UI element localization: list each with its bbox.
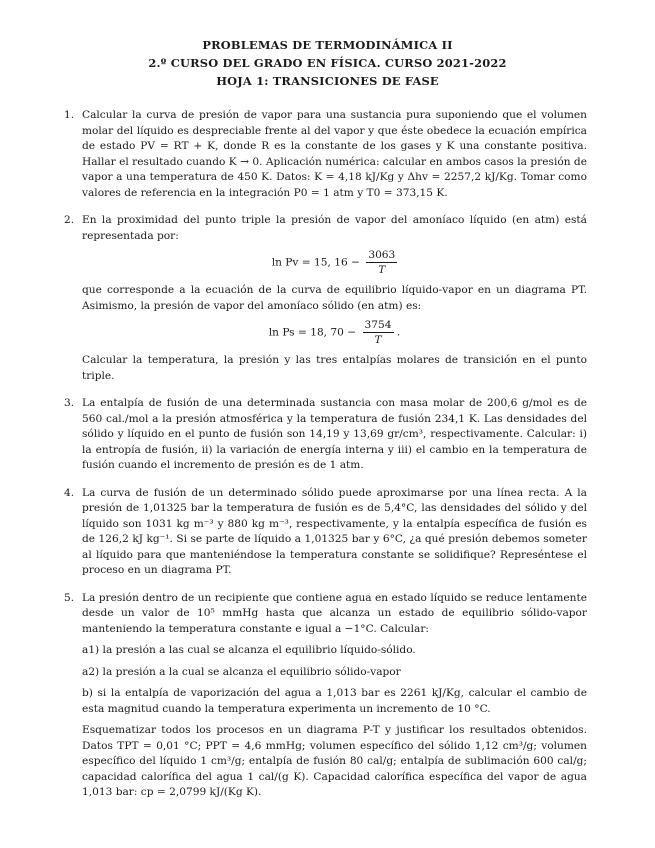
problem-4 bbox=[64, 486, 587, 579]
equation-liquid-vapor bbox=[82, 248, 587, 277]
problem-intro: La presión dentro de un recipiente que contiene agua en estado líquido se reduce lentamente desde un valor de 10⁵ mmHg hasta que alcanza un estado de equilibrio sólido-vapor manteniendo la temperatura constante e igual a −1°C. Calcular: bbox=[82, 591, 587, 635]
header-title: PROBLEMAS DE TERMODINÁMICA II bbox=[202, 38, 453, 52]
problem-part-a1: a1) la presión a las cual se alcanza el equilibrio líquido-sólido. bbox=[82, 644, 416, 656]
header-sheet: HOJA 1: TRANSICIONES DE FASE bbox=[216, 74, 439, 88]
problem-part-a2: a2) la presión a la cual se alcanza el equilibrio sólido-vapor bbox=[82, 665, 401, 678]
problem-intro: En la proximidad del punto triple la presión de vapor del amoníaco líquido (en atm) está representada por: bbox=[82, 214, 587, 242]
problem-middle: que corresponde a la ecuación de la curva de equilibrio líquido-vapor en un diagrama PT. Asimismo, la presión de vapor del amoníaco sólido (en atm) es: bbox=[82, 284, 587, 312]
equation-lhs: ln Ps = 18, 70 − bbox=[268, 326, 357, 339]
problem-3 bbox=[64, 396, 587, 474]
problem-5 bbox=[64, 591, 587, 801]
problem-outro: Calcular la temperatura, la presión y las tres entalpías molares de transición en el punto triple. bbox=[82, 354, 587, 382]
fraction-denominator: T bbox=[378, 264, 386, 276]
problem-text: Calcular la curva de presión de vapor para una sustancia pura suponiendo que el volumen molar del líquido es despreciable frente al del vapor y que éste obedece la ecuación empírica de estado PV = RT + K, donde R es la constante de los gases y K una constante positiva. Hallar el resultado cuando K → 0. Aplicación numérica: calcular en ambos casos la presión de vapor a una temperatura de 450 K. Datos: K = 4,18 kJ/Kg y Δhv = 2257,2 kJ/Kg. Tomar como valores de referencia en la integración P0 = 1 atm y T0 = 373,15 K. bbox=[82, 109, 587, 199]
problem-text: La entalpía de fusión de una determinada sustancia con masa molar de 200,6 g/mol es de 560 cal./mol a la presión atmosférica y la temperatura de fusión 234,1 K. Las densidades del sólido y líquido en el punto de fusión son 14,19 y 13,69 gr/cm³, respectivamente. Calcular: i) la entropía de fusión, ii) la variación de energía interna y iii) el cambio en la temperatura de fusión cuando el incremento de presión es de 1 atm. bbox=[82, 397, 587, 471]
problem-list bbox=[64, 108, 587, 801]
fraction-denominator: T bbox=[374, 334, 382, 346]
equation-lhs: ln Pv = 15, 16 − bbox=[271, 256, 360, 269]
equation-fraction bbox=[363, 318, 394, 347]
fraction-numerator: 3063 bbox=[368, 249, 396, 261]
equation-solid-vapor bbox=[82, 318, 587, 347]
fraction-numerator: 3754 bbox=[364, 319, 392, 331]
problem-number: 2. bbox=[64, 214, 75, 226]
problem-number: 5. bbox=[64, 591, 75, 604]
problem-1 bbox=[64, 108, 587, 201]
problem-number: 3. bbox=[64, 397, 75, 409]
equation-fraction bbox=[366, 248, 397, 277]
problem-number: 1. bbox=[64, 109, 75, 121]
problem-text: La curva de fusión de un determinado sólido puede aproximarse por una línea recta. A la presión de 1,01325 bar la temperatura de fusión es de 5,4°C, las densidades del sólido y del líquido son 1031 kg m⁻³ y 880 kg m⁻³, respectivamente, y la entalpía específica de fusión es de 126,2 kJ kg⁻¹. Si se parte de líquido a 1,01325 bar y 6°C, ¿a qué presión debemos someter al líquido para que manteniéndose la temperatura constante se solidifique? Represéntese el proceso en un diagrama PT. bbox=[82, 486, 587, 576]
problem-2 bbox=[64, 213, 587, 384]
header-course: 2.º CURSO DEL GRADO EN FÍSICA. CURSO 2021-2022 bbox=[148, 56, 507, 70]
equation-period: . bbox=[396, 326, 401, 339]
problem-number: 4. bbox=[64, 486, 75, 499]
document-header bbox=[0, 36, 655, 90]
problem-part-b: b) si la entalpía de vaporización del agua a 1,013 bar es 2261 kJ/Kg, calcular el cambio de esta magnitud cuando la temperatura experimenta un incremento de 10 °C. bbox=[82, 687, 587, 715]
problem-data: Esquematizar todos los procesos en un diagrama P-T y justificar los resultados obtenidos. Datos TPT = 0,01 °C; PPT = 4,6 mmHg; volumen específico del sólido 1,12 cm³/g; volumen específico del líquido 1 cm³/g; entalpía de fusión 80 cal/g; entalpía de sublimación 600 cal/g; capacidad calorífica del agua 1 cal/(g K). Capacidad calorífica específica del vapor de agua 1,013 bar: cp = 2,0799 kJ/(Kg K). bbox=[82, 724, 587, 798]
